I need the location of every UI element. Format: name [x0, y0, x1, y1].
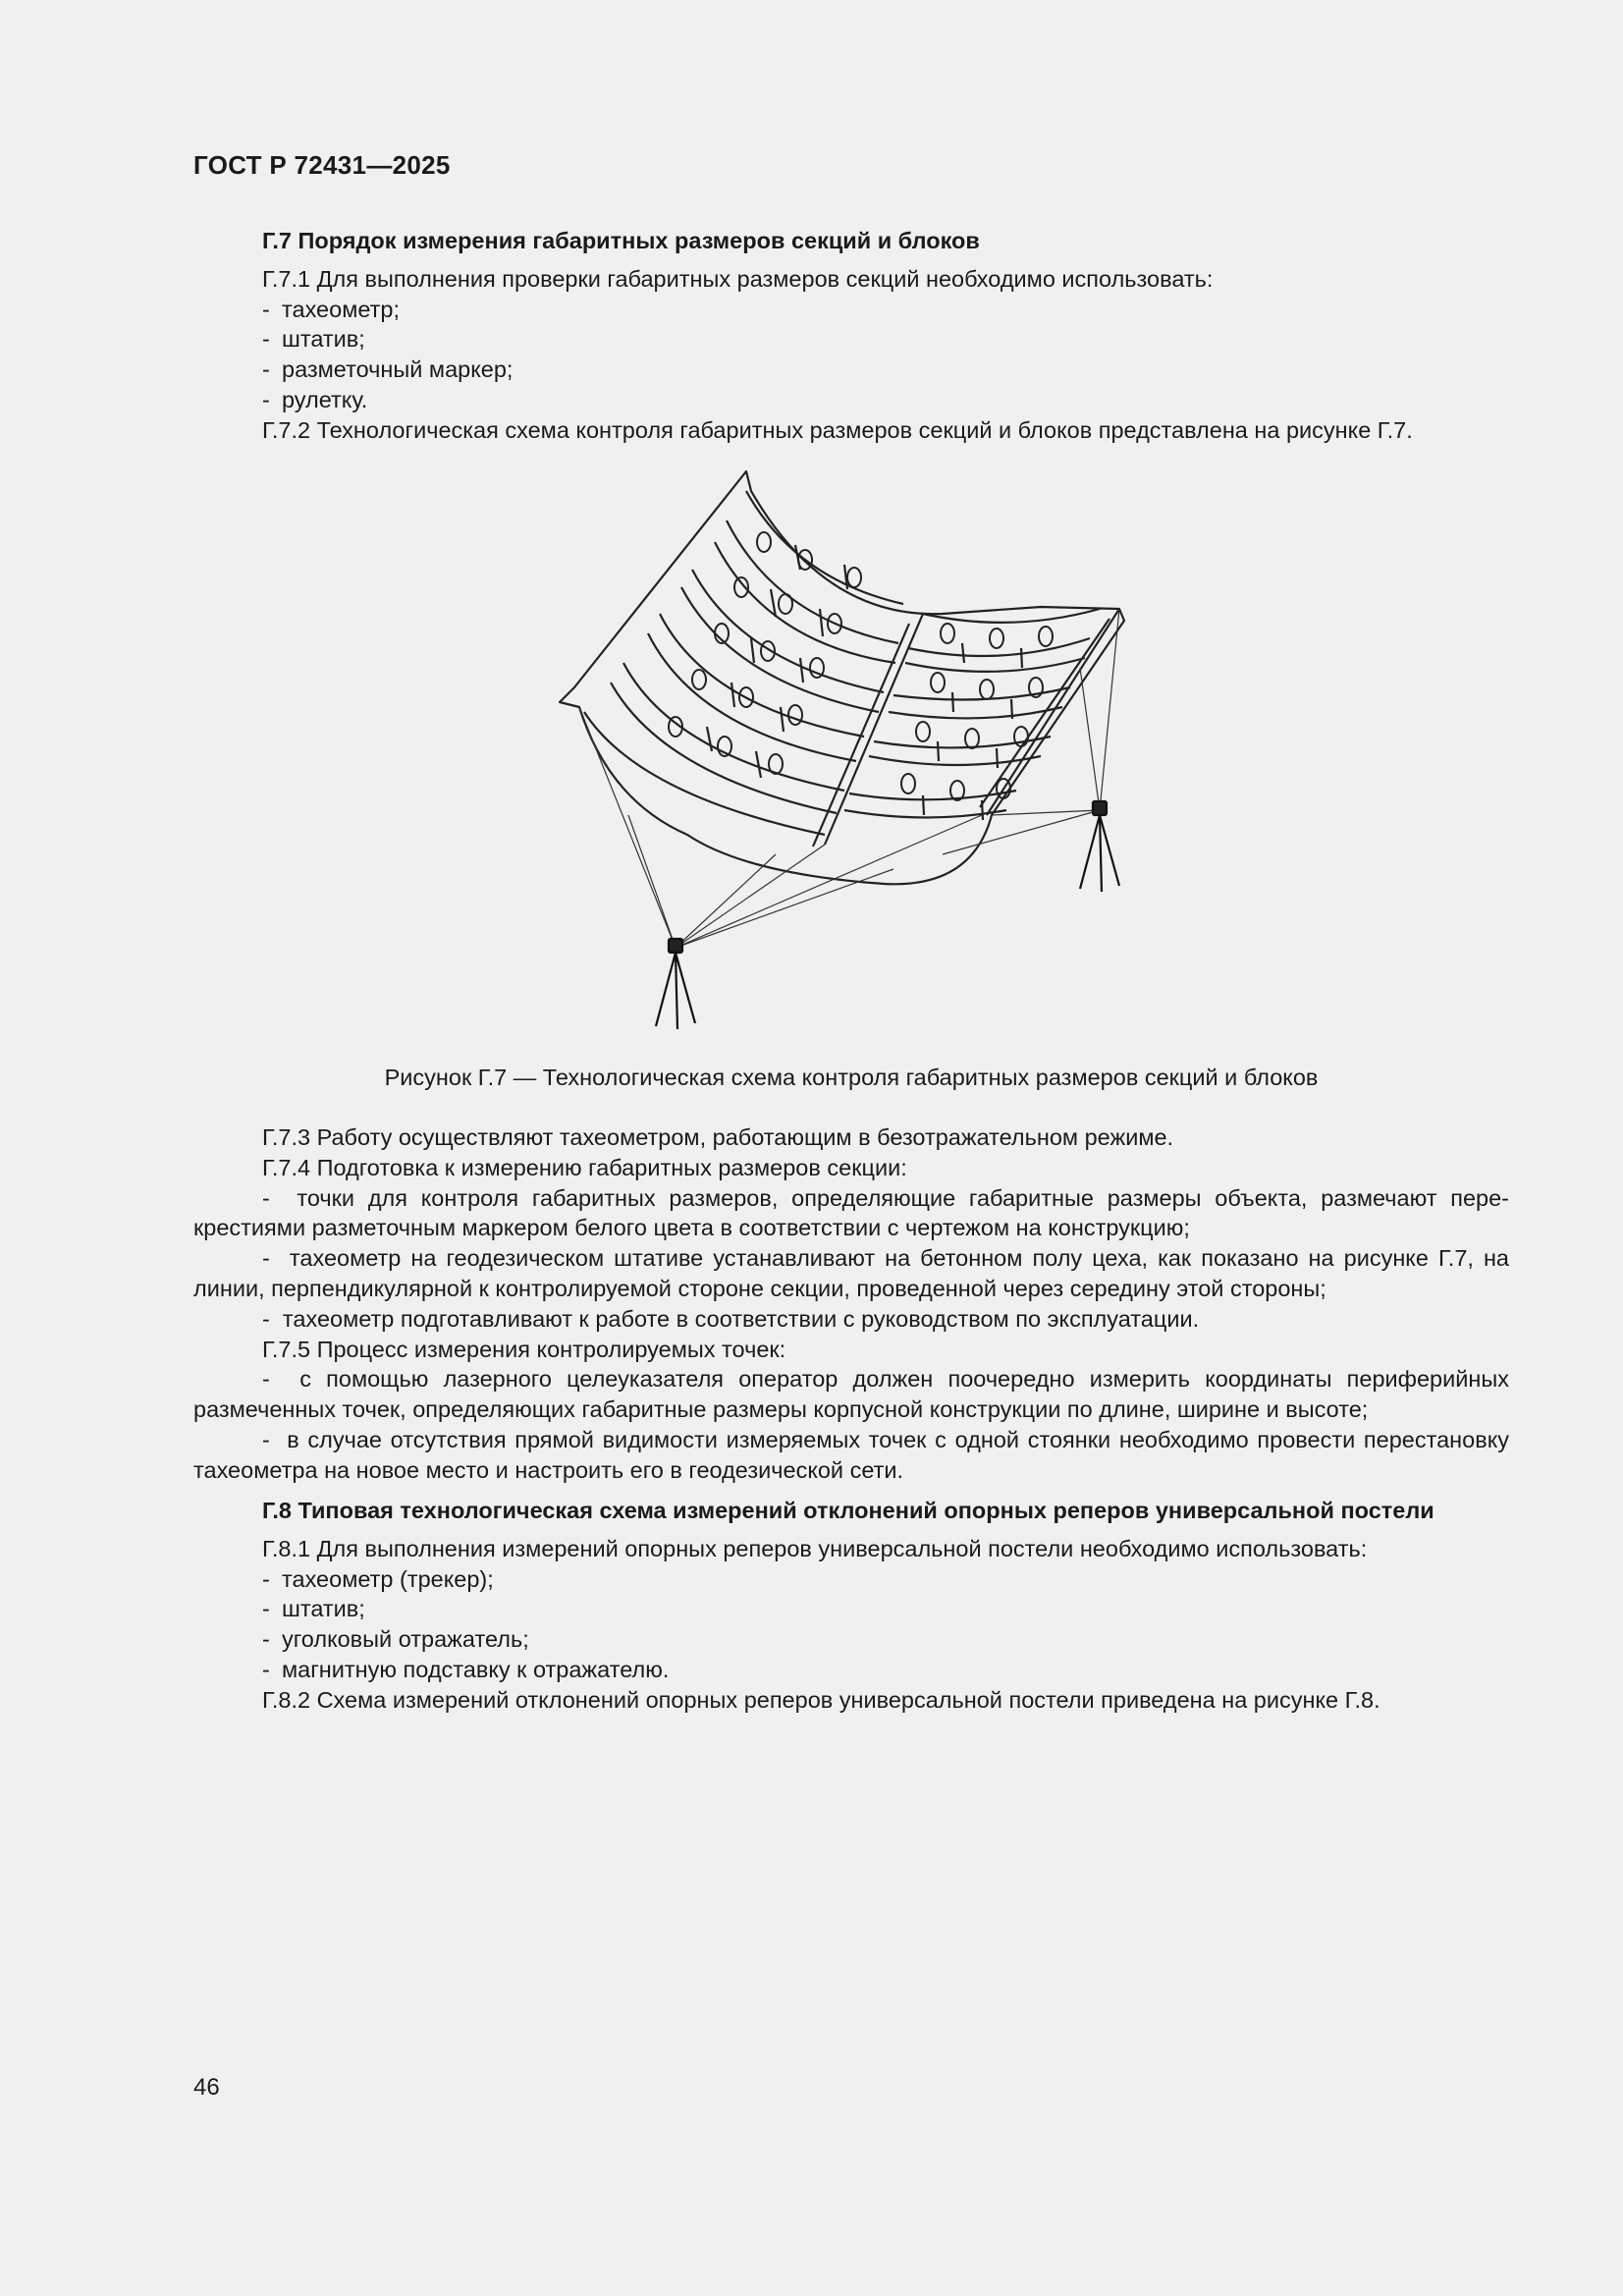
- hull-outline: [560, 471, 1124, 884]
- page-number: 46: [193, 2074, 220, 2101]
- paragraph-g7-5: Г.7.5 Процесс измерения контролируемых точек:: [262, 1336, 786, 1362]
- total-station-right-icon: [1080, 801, 1119, 892]
- list-item: - тахеометр (трекер);: [262, 1565, 494, 1592]
- paragraph-g8-1: Г.8.1 Для выполнения измерений опорных реперов универсальной постели необходимо использовать:: [262, 1535, 1368, 1561]
- paragraph-g7-2: Г.7.2 Технологическая схема контроля габаритных размеров секций и блоков представлена на рисунке Г.7.: [262, 416, 1413, 443]
- section-heading-g8: Г.8 Типовая технологическая схема измерений отклонений опорных реперов универсальной постели: [262, 1498, 1434, 1523]
- paragraph-g8-2: Г.8.2 Схема измерений отклонений опорных реперов универсальной постели приведена на рисунке Г.8.: [262, 1686, 1380, 1713]
- paragraph-g7-1: Г.7.1 Для выполнения проверки габаритных размеров секций необходимо использовать:: [262, 265, 1214, 292]
- section-g8: [193, 1496, 1509, 1716]
- list-item: - разметочный маркер;: [262, 356, 514, 383]
- figure-g7-illustration: [550, 462, 1159, 1031]
- list-item: - штатив;: [262, 326, 365, 353]
- document-number-header: ГОСТ Р 72431—2025: [193, 150, 451, 180]
- list-item: - штатив;: [262, 1596, 365, 1622]
- list-item: - в случае отсутствия прямой видимости измеряемых точек с одной стоянки необходимо провести перестановку тахеометра на новое место и настроить его в геодезической сети.: [193, 1426, 1509, 1483]
- list-item: - с помощью лазерного целеуказателя оператор должен поочередно измерить координаты периферийных размеченных точек, определяющих габаритные размеры корпусной конструкции по длине, ширине и высоте;: [193, 1366, 1509, 1423]
- paragraph-g7-3: Г.7.3 Работу осуществляют тахеометром, работающим в безотражательном режиме.: [262, 1124, 1174, 1150]
- section-g7-continued: [193, 1122, 1509, 1486]
- list-item: - тахеометр;: [262, 296, 401, 322]
- section-g7: [193, 226, 1509, 446]
- list-item: - тахеометр подготавливают к работе в соответствии с руководством по эксплуатации.: [262, 1305, 1200, 1332]
- figure-caption: Рисунок Г.7 — Технологическая схема контроля габаритных размеров секций и блоков: [384, 1065, 1319, 1090]
- list-item: - магнитную подставку к отражателю.: [262, 1656, 670, 1682]
- list-item: - рулетку.: [262, 386, 368, 412]
- total-station-left-icon: [656, 939, 695, 1029]
- paragraph-g7-4: Г.7.4 Подготовка к измерению габаритных размеров секции:: [262, 1154, 907, 1180]
- list-item: - уголковый отражатель;: [262, 1626, 529, 1653]
- section-heading-g7: Г.7 Порядок измерения габаритных размеров секций и блоков: [262, 228, 980, 253]
- list-item: - точки для контроля габаритных размеров, определяющие габаритные размеры объекта, размечают перекрестиями разметочным маркером белого цвета в соответствии с чертежом на конструкцию;: [193, 1184, 1509, 1241]
- list-item: - тахеометр на геодезическом штативе устанавливают на бетонном полу цеха, как показано на рисунке Г.7, на линии, перпендикулярной к контролируемой стороне секции, проведенной через середину этой стороны;: [193, 1245, 1510, 1301]
